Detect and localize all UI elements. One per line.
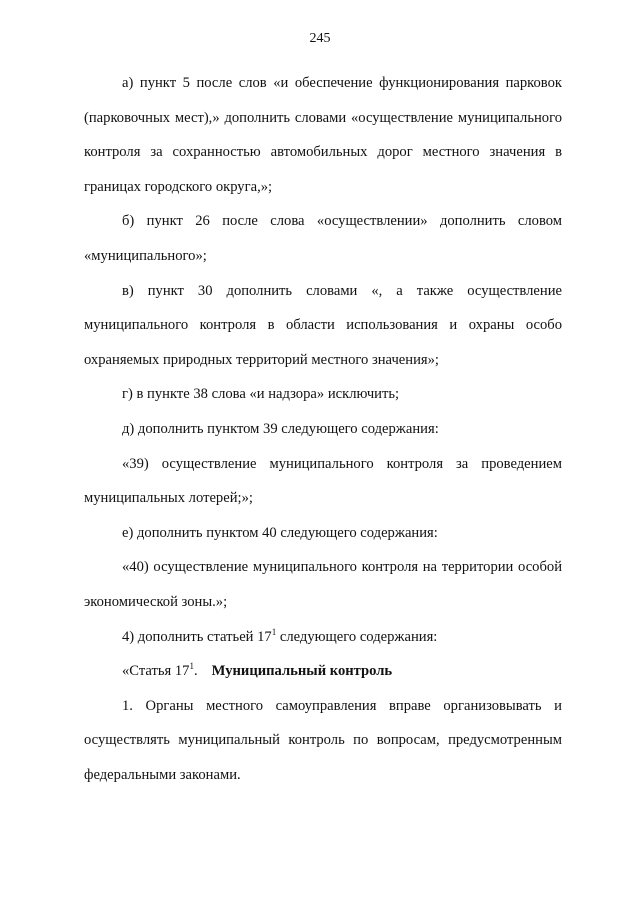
- article-heading: [84, 654, 562, 689]
- item4-text-before: 4) дополнить статьей 17: [122, 628, 272, 645]
- paragraph-d: д) дополнить пунктом 39 следующего содержания:: [122, 420, 439, 437]
- page-number: 245: [309, 31, 331, 46]
- paragraph-v: в) пункт 30 дополнить словами «, а также осуществление муниципального контроля в области использования и охраны особо охраняемых природных территорий местного значения»;: [84, 282, 562, 368]
- paragraph-a: а) пункт 5 после слов «и обеспечение функционирования парковок (парковочных мест),» дополнить словами «осуществление муниципального контроля за сохранностью автомобильных дорог местного значения в границах городского округа,»;: [84, 75, 562, 195]
- clause-1: 1. Органы местного самоуправления вправе организовывать и осуществлять муниципальный контроль по вопросам, предусмотренным федеральными законами.: [84, 697, 562, 783]
- paragraph-e: е) дополнить пунктом 40 следующего содержания:: [122, 524, 438, 541]
- article-heading-suffix: .: [193, 663, 198, 680]
- article-heading-title: Муниципальный контроль: [211, 663, 393, 680]
- article-heading-superscript: 1: [189, 661, 194, 672]
- paragraph-g: г) в пункте 38 слова «и надзора» исключить;: [122, 386, 400, 403]
- paragraph-b: б) пункт 26 после слова «осуществлении» дополнить словом «муниципального»;: [84, 213, 562, 264]
- item4-superscript: 1: [271, 626, 277, 637]
- document-body: [84, 66, 562, 792]
- paragraph-item-39: «39) осуществление муниципального контроля за проведением муниципальных лотерей;»;: [84, 455, 562, 507]
- item4-text-after: следующего содержания:: [276, 628, 438, 645]
- paragraph-item-40: «40) осуществление муниципального контроля на территории особой экономической зоны.»;: [84, 559, 562, 610]
- paragraph-item-4: [84, 620, 562, 655]
- article-heading-prefix: «Статья 17: [122, 663, 190, 680]
